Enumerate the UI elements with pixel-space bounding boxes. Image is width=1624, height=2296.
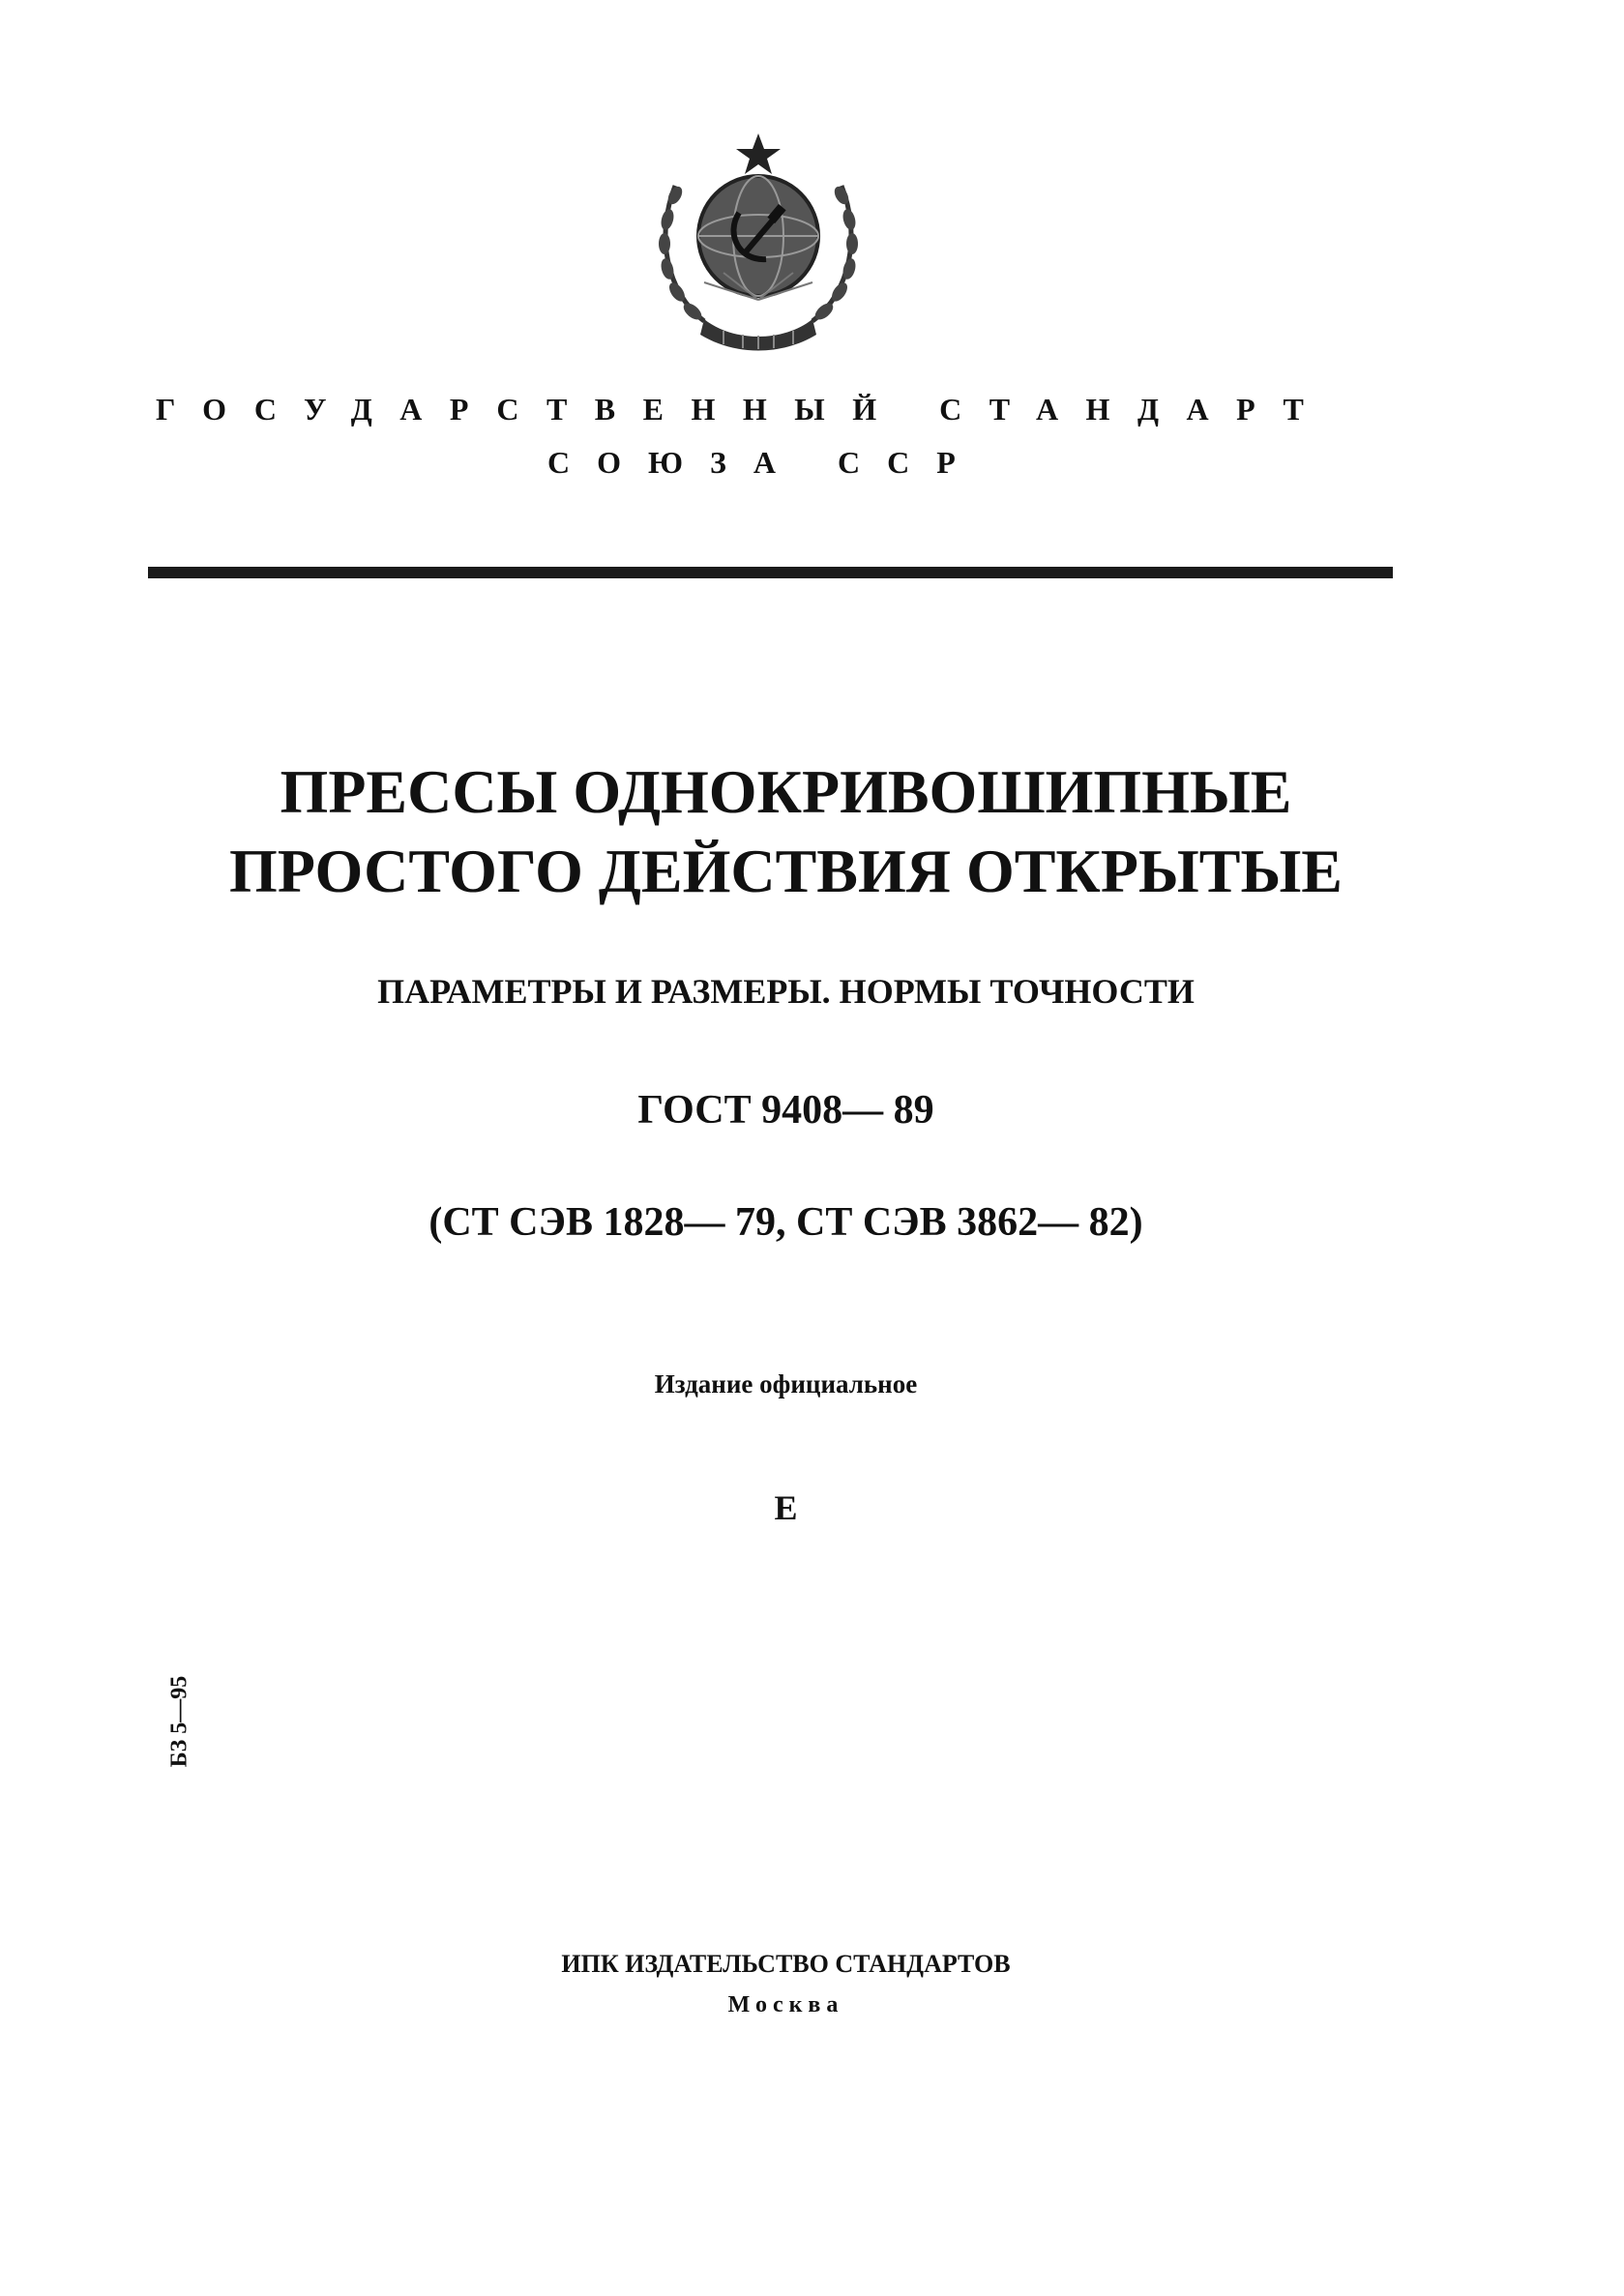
- horizontal-rule: [148, 567, 1393, 578]
- title-line-1: ПРЕССЫ ОДНОКРИВОШИПНЫЕ: [280, 757, 1292, 826]
- publisher-city: Москва: [727, 1992, 844, 2017]
- ussr-state-emblem-icon: [646, 128, 871, 356]
- standard-number: ГОСТ 9408— 89: [637, 1088, 934, 1133]
- document-subtitle: ПАРАМЕТРЫ И РАЗМЕРЫ. НОРМЫ ТОЧНОСТИ: [377, 972, 1195, 1011]
- publisher-name: ИПК ИЗДАТЕЛЬСТВО СТАНДАРТОВ: [561, 1950, 1011, 1978]
- cmea-references: (СТ СЭВ 1828— 79, СТ СЭВ 3862— 82): [428, 1200, 1143, 1245]
- edition-label: Издание официальное: [654, 1369, 918, 1398]
- title-line-2: ПРОСТОГО ДЕЙСТВИЯ ОТКРЫТЫЕ: [229, 837, 1343, 905]
- side-code: БЗ 5—95: [166, 1675, 192, 1768]
- header-ussr: СОЮЗА ССР: [547, 445, 983, 480]
- edition-letter: Е: [774, 1488, 798, 1527]
- document-title: [0, 752, 1572, 911]
- header-state-standard: ГОСУДАРСТВЕННЫЙ СТАНДАРТ: [156, 392, 1332, 427]
